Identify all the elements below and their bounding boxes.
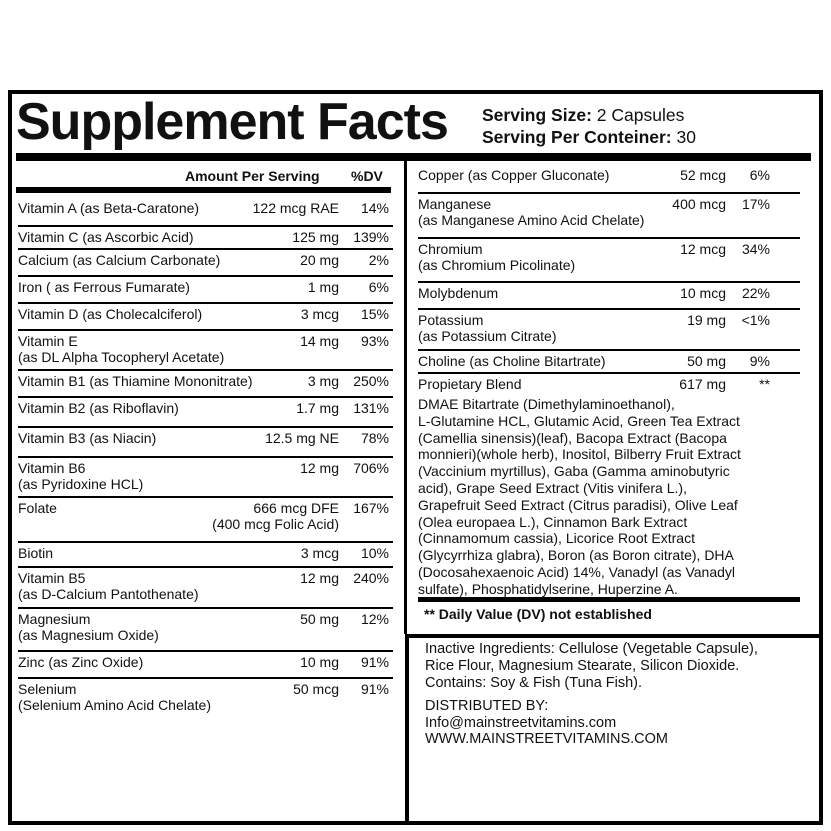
nutrient-amount-value: 50 mg — [300, 611, 339, 627]
distributor-website: WWW.MAINSTREETVITAMINS.COM — [425, 731, 668, 747]
blend-line: (Glycyrrhiza glabra), Boron (as Boron citrate), DHA — [418, 547, 734, 564]
nutrient-name — [18, 500, 57, 516]
nutrient-amount — [308, 279, 339, 295]
nutrient-dv: 93% — [360, 333, 389, 349]
nutrient-name-line: Vitamin B5 — [18, 570, 86, 586]
row-separator — [18, 496, 393, 498]
nutrient-name — [18, 279, 190, 295]
row-separator — [18, 677, 393, 679]
nutrient-name — [18, 654, 143, 670]
nutrient-amount-value: 3 mg — [307, 373, 339, 389]
nutrient-dv: 6% — [368, 279, 389, 295]
nutrient-amount — [293, 681, 339, 697]
nutrient-amount-value: 125 mg — [292, 229, 339, 245]
nutrient-name — [18, 200, 199, 216]
nutrient-amount — [679, 376, 726, 392]
blend-line: (Vaccinium myrtillus), Gaba (Gamma aminobutyric — [418, 463, 730, 480]
nutrient-amount-value: 617 mg — [679, 376, 726, 392]
nutrient-amount — [308, 373, 339, 389]
nutrient-name-line: (as Potassium Citrate) — [418, 328, 557, 344]
row-separator — [18, 426, 393, 428]
nutrient-name-line: Copper (as Copper Gluconate) — [418, 167, 610, 183]
nutrient-amount — [292, 229, 339, 245]
nutrient-dv: 2% — [368, 252, 389, 268]
nutrient-name-line: Potassium — [418, 312, 484, 328]
nutrient-amount — [680, 241, 726, 257]
amount-per-serving-header: Amount Per Serving — [185, 168, 320, 184]
nutrient-amount — [301, 306, 339, 322]
nutrient-amount — [680, 167, 726, 183]
row-separator — [418, 308, 800, 310]
nutrient-name-line: Vitamin E — [18, 333, 78, 349]
nutrient-amount-value: 50 mcg — [293, 681, 339, 697]
nutrient-name-line: Biotin — [18, 545, 54, 561]
nutrient-amount — [300, 654, 339, 670]
nutrient-name — [418, 376, 522, 392]
servings-per-container — [482, 126, 696, 148]
nutrient-dv: 167% — [353, 500, 389, 516]
distributor-email: Info@mainstreetvitamins.com — [425, 714, 617, 731]
inactive-line: Rice Flour, Magnesium Stearate, Silicon Dioxide. — [425, 658, 740, 674]
nutrient-name — [418, 285, 498, 301]
nutrient-amount-value: 400 mcg — [672, 196, 726, 212]
serving-size-value: 2 Capsules — [596, 105, 685, 125]
serving-info — [482, 104, 696, 148]
nutrient-name-line: (as Magnesium Oxide) — [18, 627, 159, 643]
nutrient-amount-value: 12.5 mg NE — [265, 430, 339, 446]
nutrient-amount — [265, 430, 339, 446]
blend-line: monnieri)(whole herb), Inositol, Bilberry Fruit Extract — [418, 446, 741, 463]
nutrient-amount-value: 666 mcg DFE — [253, 500, 339, 516]
row-separator — [18, 275, 393, 277]
nutrient-name-line: (as Pyridoxine HCL) — [18, 476, 144, 492]
nutrient-amount — [301, 545, 339, 561]
nutrient-amount — [212, 500, 339, 532]
nutrient-name — [18, 252, 220, 268]
nutrient-name-line: Vitamin C (as Ascorbic Acid) — [18, 229, 194, 245]
nutrient-name — [18, 430, 156, 446]
nutrient-amount-value: 20 mg — [300, 252, 339, 268]
nutrient-name — [18, 333, 224, 365]
nutrient-dv: <1% — [741, 312, 770, 328]
nutrient-name — [18, 545, 53, 561]
row-separator — [418, 372, 800, 374]
nutrient-dv: 17% — [741, 196, 770, 212]
servings-per-container-value: 30 — [676, 127, 696, 147]
nutrient-name-line: Molybdenum — [418, 285, 499, 301]
nutrient-dv: 139% — [353, 229, 389, 245]
nutrient-name-line: (Selenium Amino Acid Chelate) — [18, 697, 211, 713]
serving-size — [482, 104, 696, 126]
nutrient-name — [418, 353, 606, 369]
row-separator — [18, 566, 393, 568]
nutrient-name — [18, 306, 202, 322]
nutrient-amount-value: 3 mcg — [300, 306, 339, 322]
row-separator — [18, 248, 393, 250]
blend-line: Grapefruit Seed Extract (Citrus paradisi), Olive Leaf — [418, 496, 738, 513]
dv-header: %DV — [351, 168, 383, 184]
blend-line: (Camellia sinensis)(leaf), Bacopa Extract (Bacopa — [418, 429, 727, 446]
nutrient-name-line: Calcium (as Calcium Carbonate) — [18, 252, 221, 268]
nutrient-dv: 91% — [360, 654, 389, 670]
nutrient-name-line: (as Manganese Amino Acid Chelate) — [418, 212, 645, 228]
nutrient-name — [18, 373, 252, 389]
nutrient-amount-value: 1.7 mg — [296, 400, 339, 416]
blend-rule — [418, 597, 800, 602]
nutrient-name — [18, 570, 199, 602]
nutrient-name-line: (as Chromium Picolinate) — [418, 257, 576, 273]
nutrient-dv: 14% — [360, 200, 389, 216]
nutrient-name-line: Zinc (as Zinc Oxide) — [18, 654, 144, 670]
nutrient-amount-value: 12 mcg — [680, 241, 726, 257]
nutrient-name — [18, 611, 159, 643]
nutrient-name — [18, 460, 143, 492]
nutrient-name — [418, 167, 609, 183]
nutrient-dv: 131% — [353, 400, 389, 416]
nutrient-name-line: Vitamin B3 (as Niacin) — [18, 430, 157, 446]
nutrient-amount — [672, 196, 726, 212]
nutrient-amount — [687, 353, 726, 369]
nutrient-name-line: Vitamin B1 (as Thiamine Mononitrate) — [18, 373, 253, 389]
nutrient-name-line: Selenium — [18, 681, 77, 697]
nutrient-dv: 9% — [749, 353, 770, 369]
nutrient-amount-value: 50 mg — [687, 353, 726, 369]
row-separator — [418, 281, 800, 283]
row-separator — [18, 302, 393, 304]
nutrient-amount — [253, 200, 339, 216]
nutrient-dv: 10% — [360, 545, 389, 561]
nutrient-name-line: Folate — [18, 500, 57, 516]
nutrient-amount-value: 10 mcg — [680, 285, 726, 301]
nutrient-name-line: (as D-Calcium Pantothenate) — [18, 586, 199, 602]
nutrient-dv: 250% — [353, 373, 389, 389]
nutrient-name — [18, 681, 211, 713]
nutrient-amount-value: 122 mcg RAE — [252, 200, 339, 216]
blend-line: L-Glutamine HCL, Glutamic Acid, Green Tea Extract — [418, 412, 740, 429]
blend-line: DMAE Bitartrate (Dimethylaminoethanol), — [418, 396, 675, 412]
nutrient-name — [418, 312, 556, 344]
inactive-line: Inactive Ingredients: Cellulose (Vegetable Capsule), — [425, 641, 758, 657]
nutrient-dv: 12% — [360, 611, 389, 627]
dv-footnote: ** Daily Value (DV) not established — [424, 606, 652, 622]
distributor-info — [425, 698, 668, 748]
blend-line: sulfate), Phosphatidylserine, Huperzine A. — [418, 580, 678, 597]
column-divider — [404, 161, 407, 634]
nutrient-amount — [296, 400, 339, 416]
nutrient-amount-note: (400 mcg Folic Acid) — [212, 516, 339, 532]
nutrient-amount — [300, 570, 339, 586]
nutrient-name-line: Vitamin B6 — [18, 460, 86, 476]
row-separator — [18, 329, 393, 331]
nutrient-name — [18, 400, 179, 416]
nutrient-dv: 22% — [741, 285, 770, 301]
nutrient-name-line: Vitamin A (as Beta-Caratone) — [18, 200, 200, 216]
nutrient-dv: 6% — [749, 167, 770, 183]
nutrient-dv: 78% — [360, 430, 389, 446]
serving-size-label: Serving Size: — [482, 105, 592, 125]
nutrient-amount — [687, 312, 726, 328]
inactive-line: Contains: Soy & Fish (Tuna Fish). — [425, 675, 643, 691]
servings-per-container-label: Serving Per Conteiner: — [482, 127, 672, 147]
nutrient-amount-value: 3 mcg — [300, 545, 339, 561]
row-separator — [18, 607, 393, 609]
nutrient-name-line: Vitamin B2 (as Riboflavin) — [18, 400, 179, 416]
nutrient-name — [418, 196, 644, 228]
title-divider — [16, 153, 811, 161]
row-separator — [418, 349, 800, 351]
nutrient-amount-value: 12 mg — [300, 460, 339, 476]
nutrient-name-line: Choline (as Choline Bitartrate) — [418, 353, 606, 369]
nutrient-name-line: (as DL Alpha Tocopheryl Acetate) — [18, 349, 225, 365]
nutrient-name-line: Chromium — [418, 241, 483, 257]
blend-line: (Docosahexaenoic Acid) 14%, Vanadyl (as Vanadyl — [418, 563, 735, 580]
nutrient-name-line: Manganese — [418, 196, 492, 212]
nutrient-name — [18, 229, 194, 245]
nutrient-amount — [300, 460, 339, 476]
nutrient-amount — [300, 333, 339, 349]
nutrient-amount-value: 52 mcg — [680, 167, 726, 183]
nutrient-dv: 240% — [353, 570, 389, 586]
nutrient-name-line: Vitamin D (as Cholecalciferol) — [18, 306, 203, 322]
nutrient-name-line: Propietary Blend — [418, 376, 522, 392]
blend-line: (Cinnamomum cassia), Licorice Root Extract — [418, 530, 695, 547]
row-separator — [18, 369, 393, 371]
nutrient-name-line: Iron ( as Ferrous Fumarate) — [18, 279, 190, 295]
nutrient-amount — [300, 611, 339, 627]
inactive-ingredients — [425, 641, 758, 692]
row-separator — [18, 396, 393, 398]
proprietary-blend-ingredients — [418, 396, 803, 598]
row-separator — [18, 456, 393, 458]
nutrient-amount-value: 14 mg — [300, 333, 339, 349]
nutrient-name — [418, 241, 575, 273]
row-separator — [418, 192, 800, 194]
row-separator — [418, 237, 800, 239]
nutrient-name-line: Magnesium — [18, 611, 91, 627]
row-separator — [18, 541, 393, 543]
nutrient-amount — [300, 252, 339, 268]
nutrient-amount-value: 1 mg — [307, 279, 339, 295]
nutrient-dv: 706% — [353, 460, 389, 476]
nutrient-amount — [680, 285, 726, 301]
nutrient-dv: 91% — [360, 681, 389, 697]
row-separator — [18, 225, 393, 227]
page-title: Supplement Facts — [16, 93, 448, 151]
blend-line: (Olea europaea L.), Cinnamon Bark Extract — [418, 513, 688, 530]
blend-line: acid), Grape Seed Extract (Vitis vinifera L.), — [418, 479, 687, 496]
distributor-heading: DISTRIBUTED BY: — [425, 698, 549, 714]
row-separator — [18, 650, 393, 652]
nutrient-amount-value: 10 mg — [300, 654, 339, 670]
nutrient-dv: 34% — [741, 241, 770, 257]
nutrient-dv: ** — [759, 376, 770, 392]
nutrient-dv: 15% — [360, 306, 389, 322]
nutrient-amount-value: 12 mg — [300, 570, 339, 586]
header-rule — [16, 187, 391, 193]
nutrient-amount-value: 19 mg — [687, 312, 726, 328]
